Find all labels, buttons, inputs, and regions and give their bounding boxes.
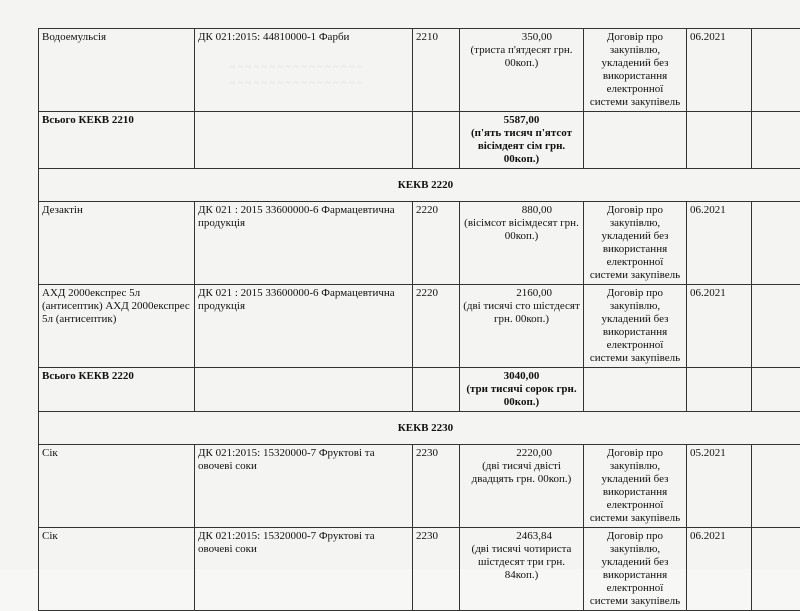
kekv-section-title: КЕКВ 2230 (39, 412, 800, 445)
start-date: 06.2021 (687, 285, 752, 368)
note-cell (752, 445, 800, 528)
kekv-code: 2220 (413, 285, 460, 368)
kekv-section-row (39, 169, 800, 202)
total-sum-amount: 5587,00 (463, 114, 580, 127)
cpv-code: ДК 021 : 2015 33600000-6 Фармацевтична продукція (195, 202, 413, 285)
empty-cell (413, 112, 460, 169)
kekv-code: 2210 (413, 29, 460, 112)
sum-amount: 880,00 (463, 204, 580, 217)
total-sum-words: (п'ять тисяч п'ятсот вісімдеят сім грн. 00коп.) (471, 127, 572, 165)
empty-cell (195, 112, 413, 169)
empty-cell (195, 368, 413, 412)
note-cell (752, 528, 800, 611)
start-date: 06.2021 (687, 528, 752, 611)
sum-words: (вісімсот вісімдесят грн. 00коп.) (464, 217, 579, 242)
sum-amount: 2463,84 (463, 530, 580, 543)
sum-cell (460, 528, 584, 611)
procurement-plan-table (38, 28, 800, 611)
kekv-code: 2230 (413, 445, 460, 528)
bleed-through-text: ~ ~ ~ ~ ~ ~ ~ ~ ~ ~ ~ ~ ~ ~ ~ ~ ~ (230, 62, 362, 73)
empty-cell (752, 368, 800, 412)
note-cell (752, 29, 800, 112)
total-label: Всього КЕКВ 2210 (39, 112, 195, 169)
total-sum-cell (460, 368, 584, 412)
sum-words: (дві тисячі сто шістдесят грн. 00коп.) (463, 300, 580, 325)
sum-amount: 2220,00 (463, 447, 580, 460)
start-date: 05.2021 (687, 445, 752, 528)
empty-cell (752, 112, 800, 169)
item-name: Дезактін (39, 202, 195, 285)
procedure-type: Договір про закупівлю, укладений без використання електронної системи закупівель (584, 202, 687, 285)
sum-amount: 2160,00 (463, 287, 580, 300)
procedure-type: Договір про закупівлю, укладений без використання електронної системи закупівель (584, 528, 687, 611)
sum-words: (дві тисячі чотириста шістдесят три грн. 84коп.) (472, 543, 572, 581)
item-name: Водоемульсія (39, 29, 195, 112)
total-sum-words: (три тисячі сорок грн. 00коп.) (466, 383, 576, 408)
sum-cell (460, 445, 584, 528)
note-cell (752, 285, 800, 368)
procedure-type: Договір про закупівлю, укладений без використання електронної системи закупівель (584, 445, 687, 528)
item-name: Сік (39, 445, 195, 528)
cpv-code: ДК 021:2015: 44810000-1 Фарби (195, 29, 413, 112)
sum-words: (дві тисячі двісті двадцять грн. 00коп.) (472, 460, 572, 485)
table-row (39, 285, 800, 368)
procedure-type: Договір про закупівлю, укладений без використання електронної системи закупівель (584, 285, 687, 368)
sum-cell (460, 285, 584, 368)
kekv-code: 2220 (413, 202, 460, 285)
empty-cell (687, 112, 752, 169)
cpv-code: ДК 021:2015: 15320000-7 Фруктові та овочеві соки (195, 445, 413, 528)
procedure-type: Договір про закупівлю, укладений без використання електронної системи закупівель (584, 29, 687, 112)
bleed-through-text: ~ ~ ~ ~ ~ ~ ~ ~ ~ ~ ~ ~ ~ ~ ~ ~ ~ (230, 78, 362, 89)
total-row (39, 368, 800, 412)
sum-cell (460, 202, 584, 285)
cpv-code: ДК 021 : 2015 33600000-6 Фармацевтична продукція (195, 285, 413, 368)
sum-cell (460, 29, 584, 112)
kekv-section-title: КЕКВ 2220 (39, 169, 800, 202)
empty-cell (413, 368, 460, 412)
total-sum-cell (460, 112, 584, 169)
empty-cell (584, 112, 687, 169)
sum-words: (триста п'ятдесят грн. 00коп.) (471, 44, 573, 69)
table-row (39, 528, 800, 611)
empty-cell (687, 368, 752, 412)
kekv-section-row (39, 412, 800, 445)
table-row (39, 202, 800, 285)
kekv-code: 2230 (413, 528, 460, 611)
total-row (39, 112, 800, 169)
item-name: АХД 2000експрес 5л (антисептик) АХД 2000експрес 5л (антисептик) (39, 285, 195, 368)
start-date: 06.2021 (687, 29, 752, 112)
cpv-code: ДК 021:2015: 15320000-7 Фруктові та овочеві соки (195, 528, 413, 611)
note-cell (752, 202, 800, 285)
start-date: 06.2021 (687, 202, 752, 285)
table-row (39, 29, 800, 112)
sum-amount: 350,00 (463, 31, 580, 44)
total-sum-amount: 3040,00 (463, 370, 580, 383)
item-name: Сік (39, 528, 195, 611)
total-label: Всього КЕКВ 2220 (39, 368, 195, 412)
table-row (39, 445, 800, 528)
empty-cell (584, 368, 687, 412)
